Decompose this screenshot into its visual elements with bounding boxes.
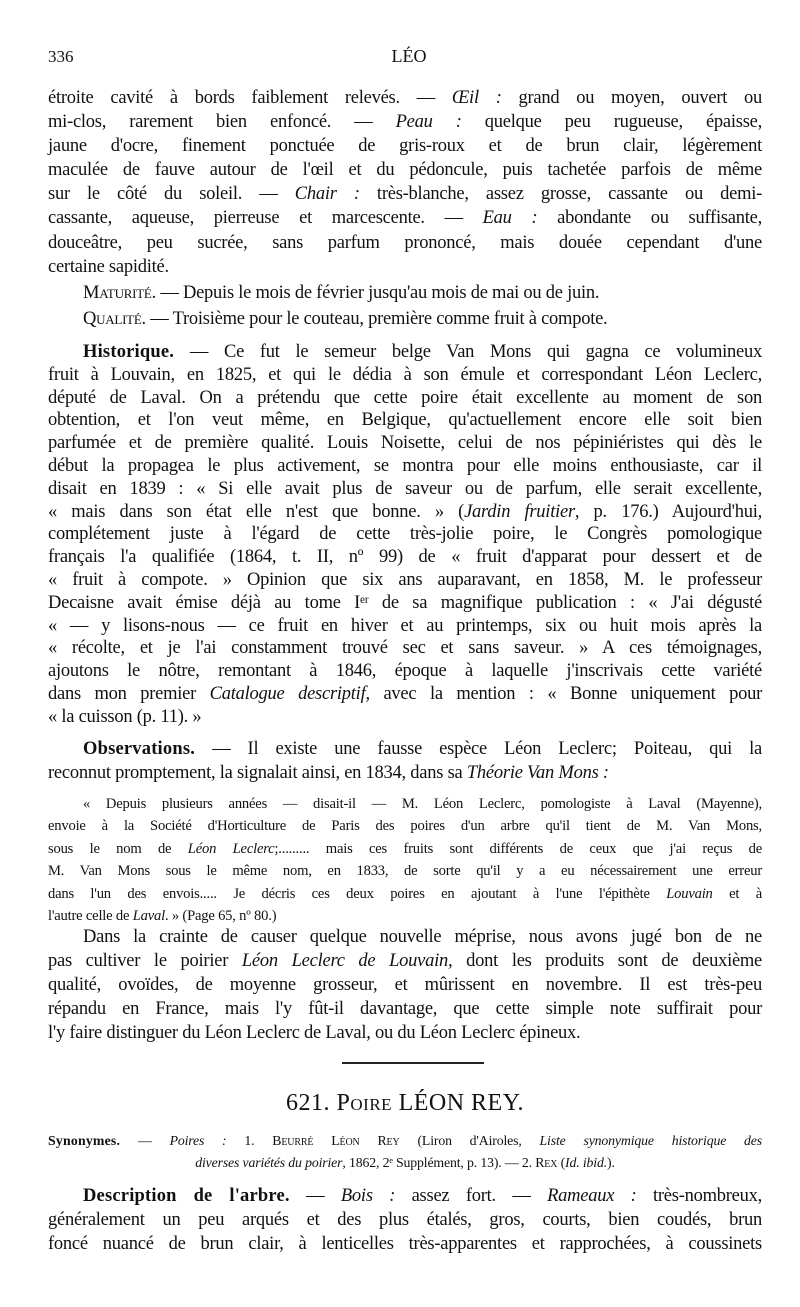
text-line bbox=[48, 1087, 762, 1119]
italic-text: Bois : bbox=[340, 1186, 396, 1206]
text-segment: abondante ou suffisante, bbox=[537, 208, 762, 229]
small-caps-text: Beurré Léon Rey bbox=[272, 1133, 400, 1148]
text-segment: dans l'un des envois..... Je décris ces deux poires en ajoutant à l'une l'épithète bbox=[48, 885, 667, 902]
text-segment: certaine sapidité. bbox=[48, 256, 169, 277]
text-line bbox=[48, 86, 762, 110]
text-segment: jaune d'ocre, finement ponctuée de gris-roux et de brun clair, légèrement bbox=[48, 136, 762, 157]
text-segment: — Ce fut le semeur belge Van Mons qui gagna ce volumineux bbox=[174, 342, 762, 362]
text-line bbox=[48, 925, 762, 949]
text-line bbox=[48, 1208, 762, 1232]
bold-heading: Historique. bbox=[83, 342, 175, 362]
text-line bbox=[48, 660, 762, 683]
text-segment: « récolte, et je l'ai constamment trouvé sec et sans saveur. » A ces témoignages, bbox=[48, 638, 762, 659]
text-segment: répandu en France, mais l'y fût-il davantage, que cette simple note suffirait pour bbox=[48, 999, 762, 1019]
text-segment: — Il existe une fausse espèce Léon Leclerc; Poiteau, qui la bbox=[195, 739, 762, 759]
text-segment: , 1862, 2ᵉ Supplément, p. 13). — 2. bbox=[342, 1155, 536, 1170]
text-segment: étroite cavité à bords faiblement relevés. — bbox=[48, 88, 452, 108]
maturity-paragraph bbox=[48, 281, 762, 305]
text-segment: LÉON REY. bbox=[392, 1090, 524, 1116]
small-caps-text: Poire bbox=[336, 1090, 393, 1116]
text-segment: début la propagea le plus activement, se montra pour elle moins enthousiaste, car il bbox=[48, 455, 762, 476]
text-segment: « la cuisson (p. 11). » bbox=[48, 706, 202, 727]
bold-heading: Synonymes. bbox=[48, 1133, 121, 1148]
text-line bbox=[48, 1152, 762, 1174]
small-caps-text: Rex bbox=[535, 1155, 558, 1170]
text-segment: généralement un peu arqués et des plus étalés, gros, courts, bien coudés, brun bbox=[48, 1210, 762, 1230]
text-segment: (Liron d'Airoles, bbox=[399, 1133, 540, 1148]
italic-text: diverses variétés du poirier bbox=[195, 1155, 343, 1170]
text-line bbox=[48, 387, 762, 410]
section-title bbox=[48, 1087, 762, 1119]
text-line bbox=[48, 838, 762, 860]
italic-text: Louvain bbox=[666, 885, 713, 902]
running-title: LÉO bbox=[391, 46, 427, 66]
italic-text: Liste synonymique historique des bbox=[539, 1133, 762, 1148]
italic-text: Peau : bbox=[395, 112, 462, 133]
text-line bbox=[48, 364, 762, 387]
text-line bbox=[48, 1130, 762, 1152]
small-caps-text: Maturité. bbox=[83, 283, 156, 303]
text-segment: et à bbox=[712, 885, 762, 902]
fruit-description-paragraph bbox=[48, 86, 762, 279]
text-segment: maculée de fauve autour de l'œil et du pédoncule, puis tachetée parfois de même bbox=[48, 160, 762, 181]
section-divider bbox=[342, 1062, 484, 1064]
text-segment: grand ou moyen, ouvert ou bbox=[501, 88, 762, 108]
italic-text: Chair : bbox=[294, 184, 360, 205]
text-segment: 621. bbox=[286, 1090, 337, 1116]
italic-text: Rameaux : bbox=[547, 1186, 637, 1206]
text-segment: fruit à Louvain, en 1825, et qui le dédia à son émule et correspondant Léon Leclerc, bbox=[48, 364, 762, 385]
text-segment: très-blanche, assez grosse, cassante ou demi- bbox=[359, 184, 763, 205]
text-segment: ). bbox=[607, 1155, 615, 1170]
text-line bbox=[48, 683, 762, 706]
text-segment: sous le nom de bbox=[48, 840, 188, 857]
italic-text: Laval bbox=[132, 908, 165, 925]
history-paragraph bbox=[48, 341, 762, 729]
text-line bbox=[48, 281, 762, 305]
text-line bbox=[48, 761, 762, 785]
italic-text: Théorie Van Mons : bbox=[466, 763, 609, 783]
italic-text: Poires : bbox=[169, 1133, 227, 1148]
italic-text: Léon Leclerc bbox=[187, 840, 275, 857]
text-segment: Decaisne avait émise déjà au tome Iᵉʳ de sa magnifique publication : « J'ai dégusté bbox=[48, 592, 762, 613]
text-line bbox=[48, 341, 762, 364]
text-segment: . » (Page 65, nº 80.) bbox=[164, 908, 277, 925]
text-segment: — bbox=[289, 1186, 341, 1206]
text-line bbox=[48, 158, 762, 182]
text-segment: , avec la mention : « Bonne uniquement pour bbox=[365, 683, 762, 704]
text-line bbox=[48, 110, 762, 134]
text-segment: , p. 176.) Aujourd'hui, bbox=[574, 501, 762, 522]
text-segment: — Depuis le mois de février jusqu'au mois de mai ou de juin. bbox=[155, 283, 600, 303]
text-segment: ( bbox=[557, 1155, 566, 1170]
text-segment: pas cultiver le poirier bbox=[48, 951, 242, 971]
text-line bbox=[48, 637, 762, 660]
small-caps-text: Qualité. bbox=[83, 309, 146, 329]
page-number: 336 bbox=[48, 47, 74, 66]
text-segment: — Troisième pour le couteau, première comme fruit à compote. bbox=[145, 309, 608, 329]
text-line bbox=[48, 737, 762, 761]
text-line bbox=[48, 973, 762, 997]
text-line bbox=[48, 307, 762, 331]
text-line bbox=[48, 860, 762, 882]
text-line bbox=[48, 231, 762, 255]
italic-text: Jardin fruitier bbox=[464, 501, 575, 522]
text-line bbox=[48, 206, 762, 230]
text-segment: foncé nuancé de brun clair, à lenticelles très-apparentes et rapprochées, à coussinets bbox=[48, 1234, 762, 1254]
text-line bbox=[48, 883, 762, 905]
text-segment: ajoutons le nôtre, remontant à 1846, époque à laquelle j'inscrivais cette variété bbox=[48, 661, 762, 682]
text-line bbox=[48, 501, 762, 524]
text-line bbox=[48, 182, 762, 206]
text-line bbox=[48, 706, 762, 729]
text-segment: disait en 1839 : « Si elle avait plus de saveur ou de parfum, elle serait excellente, bbox=[48, 478, 762, 499]
italic-text: Œil : bbox=[451, 88, 502, 108]
text-segment: quelque peu rugueuse, épaisse, bbox=[461, 112, 763, 133]
text-segment: très-nombreux, bbox=[636, 1186, 762, 1206]
text-segment: dont les produits sont de deuxième bbox=[452, 951, 763, 971]
italic-text: Eau : bbox=[482, 208, 538, 229]
text-line bbox=[48, 815, 762, 837]
text-segment: « fruit à compote. » Opinion que six ans auparavant, en 1858, M. le professeur bbox=[48, 569, 762, 590]
text-line bbox=[48, 592, 762, 615]
quality-paragraph bbox=[48, 307, 762, 331]
text-line bbox=[48, 255, 762, 279]
text-line bbox=[48, 569, 762, 592]
italic-text: Catalogue descriptif bbox=[209, 683, 366, 704]
closing-paragraph bbox=[48, 925, 762, 1045]
synonyms-paragraph bbox=[48, 1130, 762, 1174]
text-line bbox=[48, 997, 762, 1021]
text-line bbox=[48, 523, 762, 546]
text-segment: envoie à la Société d'Horticulture de Paris des poires d'un arbre qu'il tient de M. Van Mons, bbox=[48, 818, 762, 835]
observations-paragraph bbox=[48, 737, 762, 785]
text-line bbox=[48, 409, 762, 432]
text-line bbox=[48, 1232, 762, 1256]
text-segment: obtention, et l'on veut même, en Belgique, qu'actuellement encore elle soit bien bbox=[48, 410, 762, 431]
block-quote bbox=[48, 793, 762, 927]
text-segment: l'autre celle de bbox=[48, 908, 133, 925]
text-line bbox=[48, 793, 762, 815]
text-segment: — bbox=[120, 1133, 170, 1148]
text-segment: « mais dans son état elle n'est que bonne. » ( bbox=[48, 501, 465, 522]
text-segment: douceâtre, peu sucrée, sans parfum prononcé, mais douée cependant d'une bbox=[48, 232, 762, 253]
tree-description-paragraph bbox=[48, 1184, 762, 1256]
text-segment: « — y lisons-nous — ce fruit en hiver et au printemps, six ou huit mois après la bbox=[48, 615, 762, 636]
text-segment: cassante, aqueuse, pierreuse et marcescente. — bbox=[48, 208, 483, 229]
text-line bbox=[48, 432, 762, 455]
text-segment: député de Laval. On a prétendu que cette poire était excellente au moment de son bbox=[48, 387, 762, 408]
text-segment: mi-clos, rarement bien enfoncé. — bbox=[48, 112, 396, 133]
text-segment: « Depuis plusieurs années — disait-il — M. Léon Leclerc, pomologiste à Laval (Mayenne), bbox=[83, 796, 762, 812]
text-line bbox=[48, 455, 762, 478]
italic-text: Id. ibid. bbox=[565, 1155, 608, 1170]
text-line bbox=[48, 1184, 762, 1208]
text-segment: Dans la crainte de causer quelque nouvelle méprise, nous avons jugé bon de ne bbox=[83, 927, 762, 947]
italic-text: Léon Leclerc de Louvain, bbox=[241, 951, 453, 971]
text-segment: parfumée et de première qualité. Louis Noisette, celui de nos pépiniéristes qui dès le bbox=[48, 433, 762, 454]
text-segment: qualité, ovoïdes, de moyenne grosseur, et mûrissent en novembre. Il est très-peu bbox=[48, 975, 762, 995]
text-segment: sur le côté du soleil. — bbox=[48, 184, 295, 205]
text-segment: 1. bbox=[226, 1133, 273, 1148]
text-line bbox=[48, 134, 762, 158]
text-line bbox=[48, 949, 762, 973]
text-line bbox=[48, 546, 762, 569]
text-segment: complétement juste à l'égard de cette très-jolie poire, le Congrès pomologique bbox=[48, 524, 762, 545]
text-segment: l'y faire distinguer du Léon Leclerc de Laval, ou du Léon Leclerc épineux. bbox=[48, 1023, 581, 1043]
text-line bbox=[48, 615, 762, 638]
text-line bbox=[48, 1021, 762, 1045]
text-segment: reconnut promptement, la signalait ainsi, en 1834, dans sa bbox=[48, 763, 467, 783]
text-segment: ;......... mais ces fruits sont différents de ceux que j'ai reçus de bbox=[274, 840, 762, 857]
text-line bbox=[48, 478, 762, 501]
bold-heading: Observations. bbox=[83, 739, 196, 759]
text-segment: M. Van Mons sous le même nom, en 1833, de sorte qu'il y a eu nécessairement une erreur bbox=[48, 863, 762, 880]
text-segment: assez fort. — bbox=[395, 1186, 548, 1206]
bold-heading: Description de l'arbre. bbox=[83, 1186, 290, 1206]
text-segment: dans mon premier bbox=[48, 683, 210, 704]
text-segment: français l'a qualifiée (1864, t. II, nº 99) de « fruit d'apparat pour dessert et de bbox=[48, 547, 762, 568]
